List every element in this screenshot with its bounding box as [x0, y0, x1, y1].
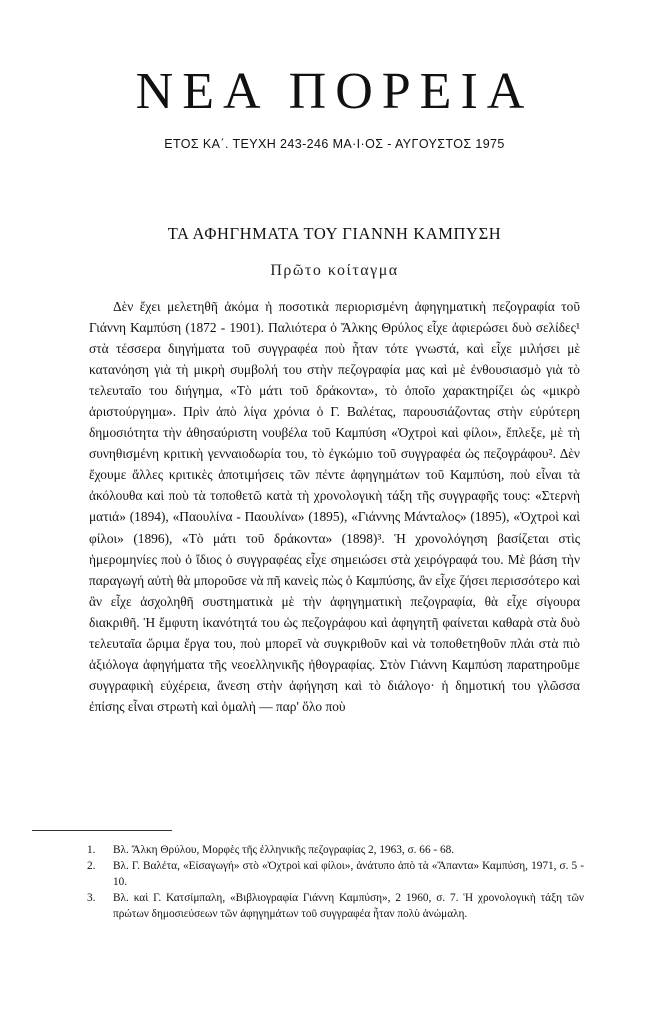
footnote-number: 2. — [87, 860, 96, 873]
footnote-divider — [32, 830, 172, 831]
footnote-text: Βλ. Γ. Βαλέτα, «Εἰσαγωγή» στὸ «Ὀχτροὶ καὶ φίλοι», ἀνάτυπο ἀπὸ τὰ «Ἅπαντα» Καμπύση, 1971, σ. 5 - 10. — [113, 860, 584, 888]
footnote-2 — [89, 859, 584, 890]
issue-line: ΕΤΟΣ ΚΑ΄. ΤΕΥΧΗ 243-246 ΜΑ·Ι·ΟΣ - ΑΥΓΟΥΣΤΟΣ 1975 — [164, 137, 505, 151]
footnote-number: 1. — [87, 844, 96, 856]
journal-title: ΝΕΑ ΠΟΡΕΙΑ — [135, 63, 534, 120]
footnotes — [89, 843, 584, 923]
footnote-3 — [89, 891, 584, 922]
footnote-number: 3. — [87, 892, 96, 905]
body-paragraph: Δὲν ἔχει μελετηθῆ ἀκόμα ἡ ποσοτικὰ περιορισμένη ἀφηγηματικὴ πεζογραφία τοῦ Γιάννη Καμπύση (1872 - 1901). Παλιότερα ὁ Ἄλκης Θρύλος εἶχε ἀφιερώσει δυὸ σελίδες¹ στὰ τέσσερα διηγήματα τοῦ συγγραφέα ποὺ ἦταν τότε γνωστά, καὶ εἶχε μιλήσει μὲ κατανόηση γιὰ τὴ μικρὴ συμβολή του στὴν πεζογραφία μας καὶ μὲ ἐνθουσιασμὸ γιὰ τὸ τελευταῖο του διήγημα, «Τὸ μάτι τοῦ δράκοντα», τὸ ὁποῖο χαρακτηρίζει ὡς «μικρὸ ἀριστούργημα». Πρὶν ἀπὸ λίγα χρόνια ὁ Γ. Βαλέτας, παρουσιάζοντας στὴν εὐρύτερη δημοσιότητα τὴν ἀθησαύριστη νουβέλα τοῦ Καμπύση «Ὀχτροὶ καὶ φίλοι», ἔπλεξε, μὲ τὴ συνηθισμένη κριτικὴ γενναιοδωρία του, τὸ ἐγκώμιο τοῦ συγγραφέα ὡς πεζογράφου². Δὲν ἔχουμε ἄλλες κριτικὲς ἀποτιμήσεις τῶν πέντε ἀφηγημάτων τοῦ Καμπύση, ποὺ εἶναι τὰ ἀκόλουθα καὶ ποὺ τὰ τοποθετῶ κατὰ τὴ χρονολογικὴ τάξη τῆς συγγραφῆς τους: «Στερνὴ ματιά» (1894), «Παουλίνα - Παουλίνα» (1895), «Γιάννης Μάνταλος» (1895), «Ὀχτροὶ καὶ φίλοι» (1896), «Τὸ μάτι τοῦ δράκοντα» (1898)³. Ἡ χρονολόγηση βασίζεται στὶς ἡμερομηνίες ποὺ ὁ ἴδιος ὁ συγγραφέας εἶχε σημειώσει στὰ χειρόγραφά του. Μὲ βάση τὴν παραγωγή αὐτὴ θὰ μποροῦσε νὰ πῆ κανεὶς πὼς ὁ Καμπύσης, ἂν εἶχε ζήσει περισσότερο καὶ ἂν εἶχε ἀσχοληθῆ συστηματικὰ μὲ τὴν ἀφηγηματικὴ πεζογραφία, θὰ εἶχε σίγουρα διακριθῆ. Ἡ ἔμφυτη ἱκανότητά του ὡς πεζογράφου καὶ ἀφηγητῆ φαίνεται καθαρὰ στὰ δυὸ τελευταῖα ὥριμα ἔργα του, ποὺ μπορεῖ νὰ συγκριθοῦν καὶ νὰ τοποθετηθοῦν πλάι στὰ πιὸ ἀξιόλογα ἀφηγήματα τῆς νεοελληνικῆς ἠθογραφίας. Στὸν Γιάννη Καμπύση παρατηροῦμε συγγραφικὴ εὐχέρεια, ἄνεση στὴν ἀφήγηση καὶ τὸ διάλογο· ἡ δημοτική του γλῶσσα ἐπίσης εἶναι στρωτὴ καὶ ὁμαλὴ — παρ' ὅλο ποὺ — [89, 299, 580, 714]
article-title: ΤΑ ΑΦΗΓΗΜΑΤΑ ΤΟΥ ΓΙΑΝΝΗ ΚΑΜΠΥΣΗ — [167, 224, 502, 243]
footnote-text: Βλ. Ἄλκη Θρύλου, Μορφὲς τῆς ἑλληνικῆς πεζογραφίας 2, 1963, σ. 66 - 68. — [113, 844, 455, 856]
article-body — [89, 296, 580, 717]
footnote-1 — [89, 843, 584, 858]
article-subtitle: Πρῶτο κοίταγμα — [270, 262, 399, 279]
footnote-text: Βλ. καὶ Γ. Κατσίμπαλη, «Βιβλιογραφία Γιάννη Καμπύση», 2 1960, σ. 7. Ἡ χρονολογικὴ τάξη τῶν πρώτων δημοσιεύσεων τῶν ἀφηγημάτων τοῦ συγγραφέα ἦταν πολὺ ἀνώμαλη. — [113, 892, 584, 920]
